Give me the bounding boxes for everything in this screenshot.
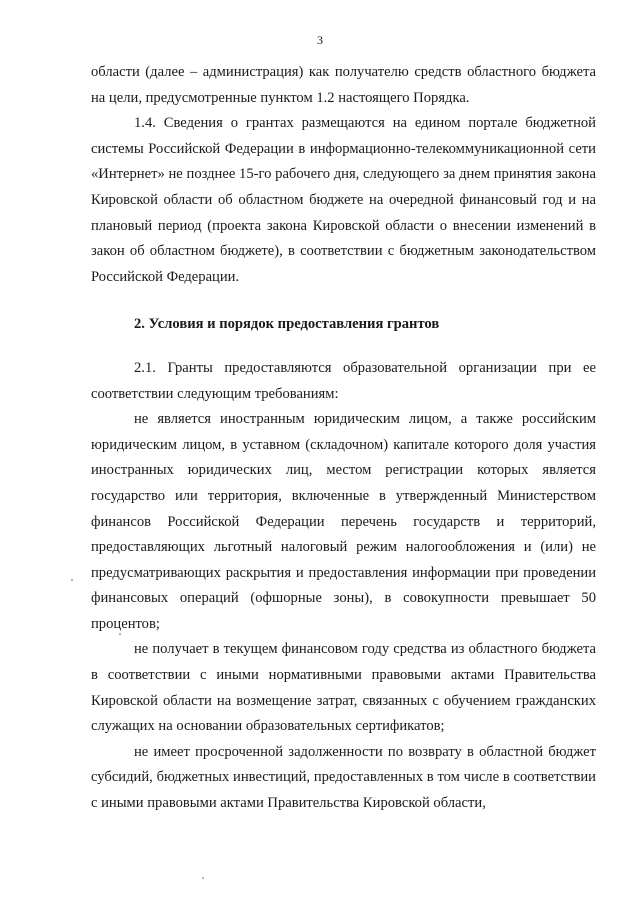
paragraph-1-4: 1.4. Сведения о грантах размещаются на едином портале бюджетной системы Российской Федерации в информационно-телекоммуникационной сети «Интернет» не позднее 15-го рабочего дня, следующего за днем принятия закона Кировской области об областном бюджете на очередной финансовый год и на плановый период (проекта закона Кировской области о внесении изменений в закон об областном бюджете), в соответствии с бюджетным законодательством Российской Федерации. — [91, 115, 596, 285]
section-heading: 2. Условия и порядок предоставления грантов — [134, 316, 440, 333]
scan-speck — [202, 877, 204, 879]
paragraph-2-1: 2.1. Гранты предоставляются образовательной организации при ее соответствии следующим требованиям: — [91, 359, 596, 402]
requirement-paragraph: не получает в текущем финансовом году средства из областного бюджета в соответствии с иными нормативными правовыми актами Правительства Кировской области на возмещение затрат, связанных с обучением гражданских служащих на основании образовательных сертификатов; — [91, 641, 596, 735]
requirement-paragraph: не является иностранным юридическим лицом, а также российским юридическим лицом, в уставном (складочном) капитале которого доля участия иностранных юридических лиц, местом регистрации которых является государство или территория, включенные в утвержденный Министерством финансов Российской Федерации перечень государств и территорий, предоставляющих льготный налоговый режим налогообложения и (или) не предусматривающих раскрытия и предоставления информации при проведении финансовых операций (офшорные зоны), в совокупности превышает 50 процентов; — [91, 411, 596, 632]
paragraph-continuation: области (далее – администрация) как получателю средств областного бюджета на цели, предусмотренные пунктом 1.2 настоящего Порядка. — [91, 64, 596, 106]
document-body — [91, 60, 596, 817]
scan-speck — [119, 633, 121, 635]
requirement-paragraph: не имеет просроченной задолженности по возврату в областной бюджет субсидий, бюджетных инвестиций, предоставленных в том числе в соответствии с иными правовыми актами Правительства Кировской области, — [91, 743, 596, 812]
page-number: 3 — [317, 33, 323, 47]
scan-speck — [71, 579, 73, 581]
